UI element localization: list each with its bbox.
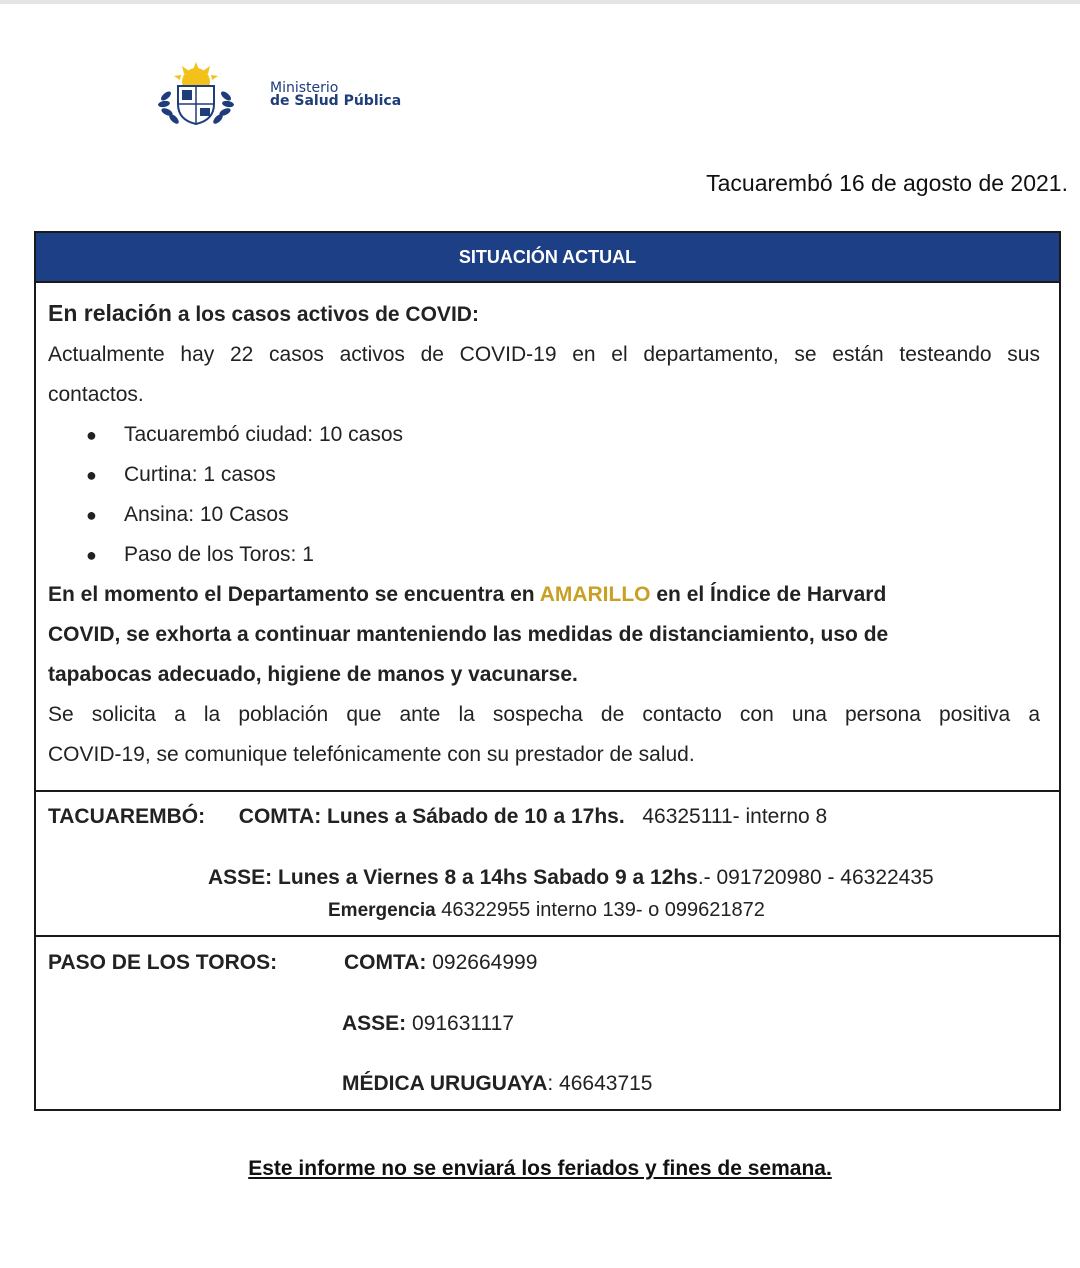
tacuarembo-emergency-row <box>328 899 765 922</box>
ministry-line1: Ministerio <box>270 80 339 96</box>
case-list <box>48 415 1040 575</box>
case-text: Paso de los Toros: 1 <box>124 543 314 566</box>
emergency-phone: 46322955 interno 139- o 099621872 <box>435 899 765 921</box>
paso-comta: COMTA: <box>344 951 427 974</box>
tacuarembo-comta: COMTA: Lunes a Sábado de 10 a 17hs. <box>238 805 625 828</box>
bullet-icon: ● <box>86 465 97 485</box>
tacuarembo-row <box>48 805 827 829</box>
status-pre: En el momento el Departamento se encuentra en <box>48 583 540 606</box>
ministry-line2: de Salud Pública <box>270 93 402 109</box>
intro-heading-big: En relación <box>48 300 172 326</box>
status-line3: tapabocas adecuado, higiene de manos y vacunarse. <box>48 663 578 686</box>
situation-section <box>48 293 1040 775</box>
divider <box>36 935 1059 937</box>
paso-asse-phone: 091631117 <box>406 1012 515 1035</box>
list-item <box>48 415 1040 455</box>
paso-comta-row <box>344 951 537 975</box>
tacuarembo-comta-phone: 46325111- interno 8 <box>642 805 828 828</box>
bullet-icon: ● <box>86 545 97 565</box>
request-line2: COVID-19, se comunique telefónicamente con su prestador de salud. <box>48 743 695 766</box>
status-line1 <box>48 575 1040 615</box>
ministry-emblem <box>156 62 236 128</box>
intro-heading <box>48 293 1040 335</box>
paso-asse-row <box>342 1012 514 1036</box>
case-text: Curtina: 1 casos <box>124 463 276 486</box>
status-level: AMARILLO <box>539 583 651 606</box>
paso-label: PASO DE LOS TOROS: <box>48 951 278 974</box>
case-text: Tacuarembó ciudad: 10 casos <box>124 423 403 446</box>
paso-medica-row <box>342 1072 652 1096</box>
status-line2: COVID, se exhorta a continuar manteniendo las medidas de distanciamiento, uso de <box>48 623 889 646</box>
report-date: Tacuarembó 16 de agosto de 2021. <box>706 170 1068 196</box>
paso-medica-phone: : 46643715 <box>547 1072 653 1095</box>
status-post: en el Índice de Harvard <box>650 583 887 606</box>
divider <box>36 790 1059 792</box>
paso-label-row <box>48 951 277 975</box>
list-item <box>48 535 1040 575</box>
report-box <box>34 231 1061 1111</box>
case-text: Ansina: 10 Casos <box>124 503 289 526</box>
tacuarembo-asse: ASSE: Lunes a Viernes 8 a 14hs Sabado 9 a 12hs <box>208 866 698 889</box>
tacuarembo-asse-phone: .- 091720980 - 46322435 <box>697 866 934 889</box>
list-item <box>48 455 1040 495</box>
tacuarembo-label: TACUAREMBÓ: <box>48 805 206 828</box>
top-border <box>0 0 1080 4</box>
bullet-icon: ● <box>86 505 97 525</box>
intro-paragraph-line2: contactos. <box>48 383 144 406</box>
bullet-icon: ● <box>86 425 97 445</box>
intro-heading-rest: a los casos activos de COVID: <box>171 303 479 326</box>
footer-note: Este informe no se enviará los feriados y fines de semana. <box>248 1157 832 1180</box>
list-item <box>48 495 1040 535</box>
emergency-label: Emergencia <box>328 900 436 921</box>
ministry-name <box>270 82 401 108</box>
tacuarembo-asse-row <box>208 866 934 890</box>
paso-medica: MÉDICA URUGUAYA <box>342 1072 548 1095</box>
request-line1: Se solicita a la población que ante la sospecha de contacto con una persona positiva a <box>48 703 1040 726</box>
section-header: SITUACIÓN ACTUAL <box>36 233 1059 283</box>
intro-paragraph-line1: Actualmente hay 22 casos activos de COVID-19 en el departamento, se están testeando sus <box>48 343 1040 366</box>
paso-comta-phone: 092664999 <box>426 951 538 974</box>
paso-asse: ASSE: <box>342 1012 407 1035</box>
